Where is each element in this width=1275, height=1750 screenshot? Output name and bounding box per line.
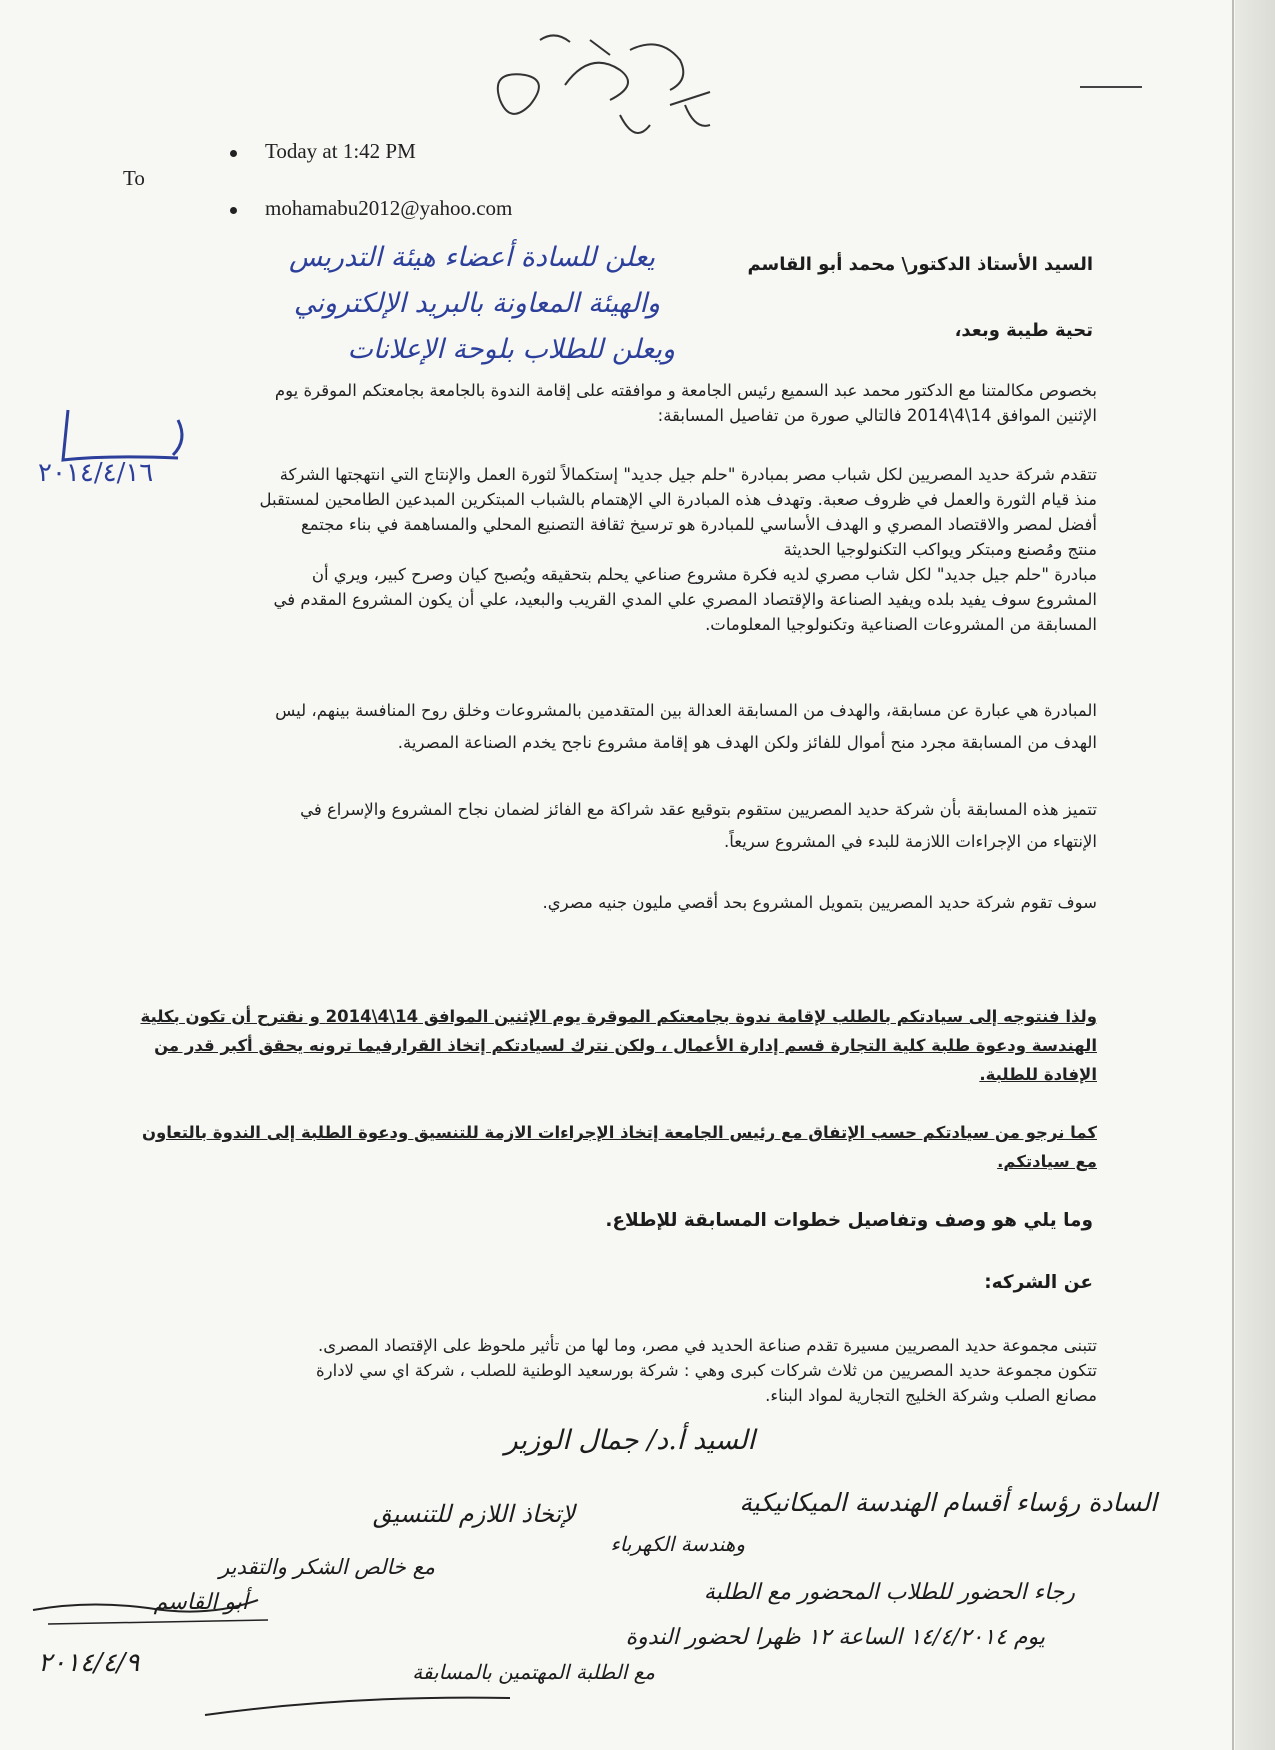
bullet-icon [230,207,237,214]
blue-date-text: ٢٠١٤/٤/١٦ [38,458,154,488]
handwritten-line: رجاء الحضور للطلاب المحضور مع الطلبة [703,1580,1075,1605]
text-line: تتميز هذه المسابقة بأن شركة حديد المصريين ستقوم بتوقيع عقد شراكة مع الفائز لضمان نجاح المشروع والإسراع في [300,800,1097,819]
text-line: بخصوص مكالمتنا مع الدكتور محمد عبد السميع رئيس الجامعة و موافقته على إقامة الندوة بالجامعة بجامعتكم الموقرة يوم [274,381,1097,400]
handwritten-line: يوم ١٤/٤/٢٠١٤ الساعة ١٢ ظهرا لحضور الندوة [625,1625,1045,1650]
email-date-row [230,139,416,164]
bottom-stroke-icon [200,1690,520,1720]
blue-annotation-line: ويعلن للطلاب بلوحة الإعلانات [347,334,675,365]
text-line: المشروع سوف يفيد بلده ويفيد الصناعة والإقتصاد المصري علي المدي القريب والبعيد، علي أن يكون المشروع المقدم في [273,590,1097,609]
handwritten-line: مع الطلبة المهتمين بالمسابقة [412,1660,655,1684]
text-line: الهندسة ودعوة طلبة كلية التجارة قسم إدارة الأعمال ، ولكن نترك لسيادتكم إتخاذ القرارفيما ترونه يحقق أكبر قدر من [154,1036,1097,1055]
letter-para-4: سوف تقوم شركة حديد المصريين بتمويل المشروع بحد أقصي مليون جنيه مصري. [542,893,1097,912]
text-line: مصانع الصلب وشركة الخليج التجارية لمواد البناء. [765,1386,1097,1405]
page-edge [1235,0,1275,1750]
email-address-row [230,196,512,221]
text-line: منذ قيام الثورة والعمل في ظروف صعبة. وتهدف هذه المبادرة الي الإهتمام بالشباب المبتكرين المبدعين الطامحين لمستقبل [259,490,1097,509]
text-line: كما نرجو من سيادتكم حسب الإتفاق مع رئيس الجامعة إتخاذ الإجراءات الازمة للتنسيق ودعوة الطلبة إلى الندوة بالتعاون [141,1123,1097,1142]
handwritten-line: لإتخاذ اللازم للتنسيق [372,1500,575,1528]
blue-annotation-line: يعلن للسادة أعضاء هيئة التدريس [289,242,655,273]
text-line: المبادرة هي عبارة عن مسابقة، والهدف من المسابقة العدالة بين المتقدمين بالمشروعات وخلق روح المنافسة بينهم، ليس [275,701,1097,720]
letter-greeting: تحية طيبة وبعد، [954,320,1093,341]
text-line: منتج ومُصنع ومبتكر ويواكب التكنولوجيا الحديثة [783,540,1097,559]
email-address[interactable]: mohamabu2012@yahoo.com [265,196,513,220]
text-line: الإفادة للطلبة. [979,1065,1097,1084]
header-handwritten-stamp [470,30,770,140]
letter-intro [117,378,1097,428]
text-line: تتقدم شركة حديد المصريين لكل شباب مصر بمبادرة "حلم جيل جديد" إستكمالاً لثورة العمل والإنتاج التي انتهجتها الشركة [279,465,1097,484]
handwritten-line: مع خالص الشكر والتقدير [219,1555,435,1579]
text-line: المسابقة من المشروعات الصناعية وتكنولوجيا المعلومات. [705,615,1097,634]
text-line: مع سيادتكم. [997,1152,1097,1171]
bullet-icon [230,150,237,157]
letter-request-2 [117,1118,1097,1176]
letter-para-2 [117,695,1097,759]
letter-para-1 [117,462,1097,637]
heading-company: عن الشركه: [984,1272,1093,1293]
signature-name: أبو القاسم [153,1590,248,1615]
blue-annotation-line: والهيئة المعاونة بالبريد الإلكتروني [293,288,660,319]
company-para [117,1333,1097,1408]
handwritten-line: السيد أ.د/ جمال الوزير [504,1425,755,1456]
text-line: مبادرة "حلم جيل جديد" لكل شاب مصري لديه فكرة مشروع صناعي يحلم بتحقيقه ويُصبح كيان وصرح كبير، ويري أن [311,565,1097,584]
margin-dash [1080,86,1142,88]
text-line: الإثنين الموافق 14\4\2014 فالتالي صورة من تفاصيل المسابقة: [657,406,1097,425]
header-scribble-icon [470,30,770,140]
letter-para-3 [117,794,1097,858]
text-line: الإنتهاء من الإجراءات اللازمة للبدء في المشروع سريعاً. [723,832,1097,851]
heading-details: وما يلي هو وصف وتفاصيل خطوات المسابقة للإطلاع. [605,1210,1093,1231]
handwritten-line: السادة رؤساء أقسام الهندسة الميكانيكية [739,1488,1157,1517]
email-date: Today at 1:42 PM [265,139,416,163]
handwritten-signature [28,1590,288,1700]
text-line: تتكون مجموعة حديد المصريين من ثلاث شركات كبرى وهي : شركة بورسعيد الوطنية للصلب ، شركة اي سي لادارة [316,1361,1097,1380]
text-line: أفضل لمصر والاقتصاد المصري و الهدف الأساسي للمبادرة هو ترسيخ ثقافة التصنيع المحلي والمساهمة في بناء مجتمع [300,515,1097,534]
email-to-label: To [123,166,145,190]
text-line: ولذا فنتوجه إلى سيادتكم بالطلب لإقامة ندوة بجامعتكم الموقرة يوم الإثنين الموافق 14\4\2014 و نقترح أن تكون بكلية [140,1007,1097,1026]
letter-addressee: السيد الأستاذ الدكتور\ محمد أبو القاسم [747,254,1093,275]
handwritten-line: وهندسة الكهرباء [610,1532,745,1556]
page-edge-line [1232,0,1234,1750]
signature-date: ٢٠١٤/٤/٩ [38,1648,140,1678]
blue-annotation [55,235,675,373]
text-line: تتبنى مجموعة حديد المصريين مسيرة تقدم صناعة الحديد في مصر، وما لها من تأثير ملحوظ على الإقتصاد المصرى. [318,1336,1097,1355]
text-line: الهدف من المسابقة مجرد منح أموال للفائز ولكن الهدف هو إقامة مشروع ناجح يخدم الصناعة المصرية. [397,733,1097,752]
letter-request-1 [117,1002,1097,1089]
